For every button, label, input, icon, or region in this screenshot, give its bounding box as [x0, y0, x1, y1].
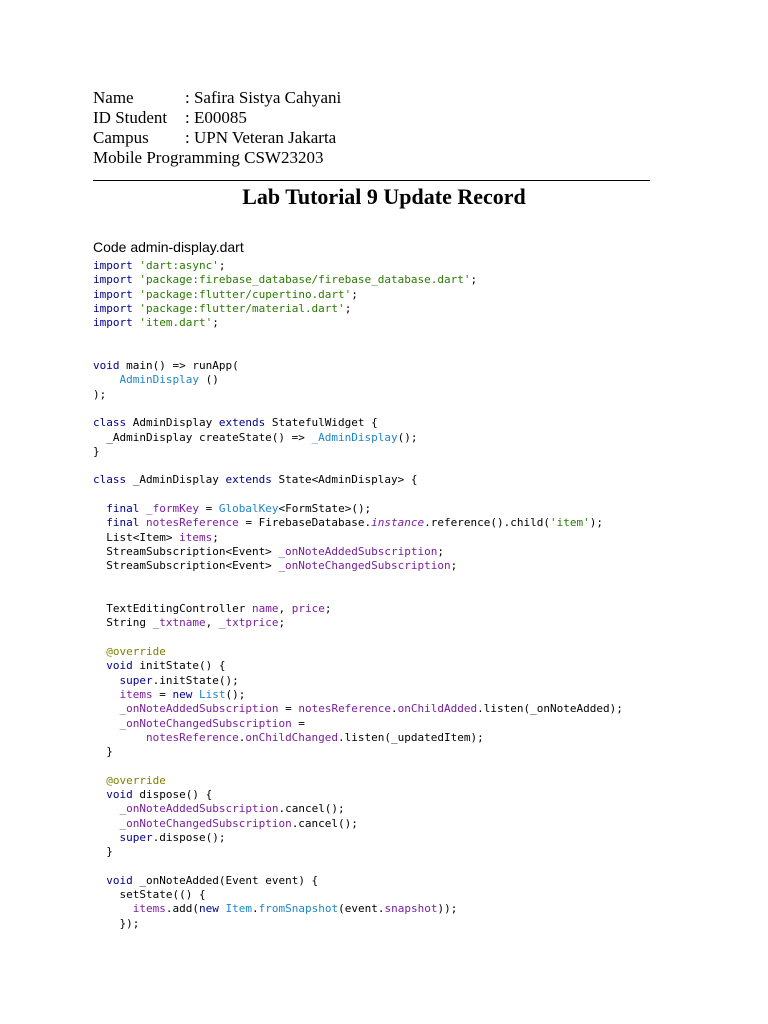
code-token: ));: [437, 902, 458, 916]
code-token: StreamSubscription<Event>: [93, 544, 279, 558]
code-token: [93, 788, 106, 801]
code-token: snapshot: [384, 902, 438, 916]
code-line: [93, 316, 623, 330]
code-token: List<Item>: [93, 530, 180, 544]
code-token: items: [132, 902, 166, 916]
code-line: [93, 859, 623, 873]
code-line: [93, 888, 623, 902]
code-token: TextEditingController: [93, 602, 252, 616]
code-token: _txtprice: [218, 616, 279, 630]
code-line: [93, 759, 623, 773]
code-token: [93, 731, 146, 744]
code-token: .cancel();: [291, 816, 358, 830]
code-token: (event.: [338, 902, 385, 916]
code-line: [93, 745, 623, 759]
code-token: [93, 902, 133, 915]
code-line: [93, 359, 623, 373]
code-token: GlobalKey: [218, 502, 279, 516]
campus-row: [93, 128, 341, 148]
student-info: [93, 88, 341, 168]
code-token: ;: [278, 616, 286, 630]
code-caption: Code admin-display.dart: [93, 239, 244, 255]
code-token: final: [106, 516, 140, 530]
code-token: onChildChanged: [245, 730, 339, 744]
code-line: [93, 817, 623, 831]
student-name-row: [93, 88, 341, 108]
student-id-label: ID Student: [93, 108, 168, 127]
code-line: [93, 302, 623, 316]
code-token: initState() {: [132, 659, 226, 673]
code-token: 'dart:async': [139, 259, 219, 272]
code-token: _onNoteChangedSubscription: [119, 716, 292, 730]
code-token: ();: [397, 430, 418, 444]
code-line: [93, 531, 623, 545]
code-token: .dispose();: [152, 830, 226, 844]
code-line: [93, 731, 623, 745]
code-token: void: [93, 359, 120, 373]
code-token: .: [252, 902, 259, 916]
code-line: [93, 616, 623, 630]
student-id-row: [93, 108, 341, 128]
code-token: =: [291, 716, 305, 730]
code-line: [93, 688, 623, 702]
code-token: items: [119, 687, 153, 701]
code-token: .add(: [165, 902, 199, 916]
code-token: [93, 817, 120, 830]
code-token: State<AdminDisplay> {: [271, 473, 418, 487]
code-line: [93, 259, 623, 273]
code-token: [93, 688, 120, 701]
code-token: void: [106, 787, 133, 801]
code-token: [93, 373, 120, 386]
code-token: ;: [470, 273, 478, 287]
code-line: [93, 559, 623, 573]
code-token: AdminDisplay: [119, 373, 199, 387]
code-line: [93, 516, 623, 530]
code-token: _AdminDisplay: [126, 473, 226, 487]
student-id-value: : E00085: [185, 108, 247, 127]
code-token: _AdminDisplay: [311, 430, 398, 444]
code-token: import: [93, 301, 133, 315]
code-token: _onNoteChangedSubscription: [119, 816, 292, 830]
code-token: [93, 659, 106, 672]
code-line: [93, 845, 623, 859]
code-token: ;: [212, 530, 219, 544]
code-token: [93, 874, 106, 887]
code-token: Item: [225, 902, 252, 916]
code-line: [93, 473, 623, 487]
code-line: [93, 388, 623, 402]
code-token: ;: [450, 559, 458, 573]
code-token: .initState();: [152, 673, 239, 687]
code-token: ;: [218, 259, 226, 272]
code-token: List: [199, 687, 226, 701]
code-line: [93, 788, 623, 802]
code-token: [93, 702, 120, 715]
code-token: _onNoteAddedSubscription: [119, 702, 279, 716]
code-token: ;: [351, 287, 358, 301]
campus-label: Campus: [93, 128, 149, 147]
code-token: .cancel();: [278, 802, 345, 816]
code-token: main() => runApp(: [119, 359, 239, 373]
code-token: ();: [225, 687, 246, 701]
code-token: [93, 717, 120, 730]
header-divider: [93, 180, 650, 181]
code-line: [93, 831, 623, 845]
code-token: _AdminDisplay createState() =>: [93, 430, 312, 444]
code-token: ,: [205, 616, 219, 630]
code-token: [93, 802, 120, 815]
code-token: name: [251, 602, 279, 616]
code-line: [93, 717, 623, 731]
code-token: dispose() {: [132, 787, 213, 801]
code-token: ;: [212, 316, 219, 330]
code-token: _onNoteAdded(Event event) {: [132, 873, 319, 887]
code-token: .listen(_onNoteAdded);: [477, 702, 623, 716]
course-row: [93, 148, 341, 168]
code-line: [93, 902, 623, 916]
code-line: [93, 674, 623, 688]
code-token: [93, 502, 106, 515]
code-token: fromSnapshot: [258, 902, 339, 916]
code-line: [93, 545, 623, 559]
document-title: Lab Tutorial 9 Update Record: [242, 184, 526, 209]
code-token: AdminDisplay: [126, 416, 219, 430]
code-token: extends: [218, 416, 266, 430]
code-token: ,: [278, 602, 292, 616]
code-token: _onNoteAddedSubscription: [119, 802, 279, 816]
code-token: notesReference: [298, 702, 392, 716]
code-line: [93, 273, 623, 287]
code-token: _formKey: [146, 502, 199, 516]
code-line: [93, 631, 623, 645]
code-line: [93, 288, 623, 302]
code-line: [93, 659, 623, 673]
code-token: import: [93, 287, 133, 301]
code-token: import: [93, 259, 133, 272]
code-token: }: [93, 845, 113, 859]
code-token: @override: [106, 645, 166, 659]
code-line: [93, 802, 623, 816]
code-line: [93, 917, 623, 931]
code-token: extends: [225, 473, 272, 487]
code-token: void: [106, 659, 133, 673]
code-line: [93, 574, 623, 588]
code-token: [93, 674, 120, 687]
code-token: new: [172, 687, 193, 701]
code-token: import: [93, 316, 133, 330]
code-token: [192, 688, 199, 701]
code-token: onChildAdded: [397, 702, 478, 716]
code-line: [93, 373, 623, 387]
code-line: [93, 431, 623, 445]
code-line: [93, 330, 623, 344]
code-token: ;: [324, 602, 332, 616]
code-token: new: [199, 902, 219, 916]
code-token: );: [589, 516, 603, 530]
code-token: StatefulWidget {: [265, 416, 378, 430]
code-line: [93, 459, 623, 473]
code-token: =: [198, 502, 219, 516]
code-token: super: [119, 830, 153, 844]
code-token: items: [179, 530, 213, 544]
code-token: setState(() {: [93, 888, 206, 902]
code-token: (): [198, 373, 219, 387]
code-line: [93, 602, 623, 616]
code-token: [139, 502, 146, 515]
code-line: [93, 402, 623, 416]
code-token: 'item': [550, 516, 590, 530]
code-token: _txtname: [152, 616, 206, 630]
code-token: <FormState>();: [278, 502, 372, 516]
code-token: = FirebaseDatabase.: [238, 516, 372, 530]
code-token: }: [93, 444, 100, 458]
campus-value: : UPN Veteran Jakarta: [185, 128, 337, 147]
code-token: [93, 831, 120, 844]
code-line: [93, 645, 623, 659]
code-line: [93, 445, 623, 459]
code-line: [93, 502, 623, 516]
code-token: .reference().child(: [424, 516, 550, 530]
code-token: =: [152, 687, 173, 701]
code-token: 'item.dart': [139, 316, 213, 330]
code-token: .: [391, 702, 398, 716]
code-block: [93, 259, 623, 931]
code-line: [93, 774, 623, 788]
code-token: @override: [106, 773, 166, 787]
code-line: [93, 702, 623, 716]
code-line: [93, 345, 623, 359]
code-token: [219, 902, 226, 915]
code-token: ;: [437, 544, 445, 558]
code-token: [93, 645, 106, 658]
code-token: ;: [344, 301, 352, 315]
code-token: _onNoteAddedSubscription: [278, 544, 438, 558]
code-token: .: [238, 730, 246, 744]
code-line: [93, 874, 623, 888]
code-token: void: [106, 873, 133, 887]
code-line: [93, 588, 623, 602]
code-token: import: [93, 273, 133, 287]
code-token: _onNoteChangedSubscription: [278, 559, 451, 573]
student-name-label: Name: [93, 88, 134, 107]
code-token: price: [291, 602, 325, 616]
code-token: }: [93, 745, 113, 759]
code-token: instance: [371, 516, 425, 530]
code-line: [93, 416, 623, 430]
code-token: 'package:flutter/material.dart': [139, 301, 345, 315]
code-token: );: [93, 387, 107, 401]
code-token: 'package:flutter/cupertino.dart': [139, 287, 352, 301]
code-token: class: [93, 473, 127, 487]
code-token: });: [93, 916, 140, 930]
code-token: notesReference: [145, 730, 239, 744]
code-line: [93, 488, 623, 502]
student-name-value: : Safira Sistya Cahyani: [185, 88, 342, 107]
code-token: [93, 516, 106, 529]
code-token: .listen(_updatedItem);: [338, 730, 484, 744]
code-token: StreamSubscription<Event>: [93, 559, 279, 573]
code-token: [139, 516, 146, 529]
code-token: [93, 774, 106, 787]
code-token: final: [106, 502, 140, 516]
code-token: String: [93, 616, 153, 630]
code-token: class: [93, 416, 127, 430]
code-token: 'package:firebase_database/firebase_database.dart': [139, 273, 471, 287]
code-token: super: [119, 673, 153, 687]
course-name: Mobile Programming CSW23203: [93, 148, 324, 167]
code-token: =: [278, 702, 299, 716]
code-token: notesReference: [146, 516, 239, 530]
